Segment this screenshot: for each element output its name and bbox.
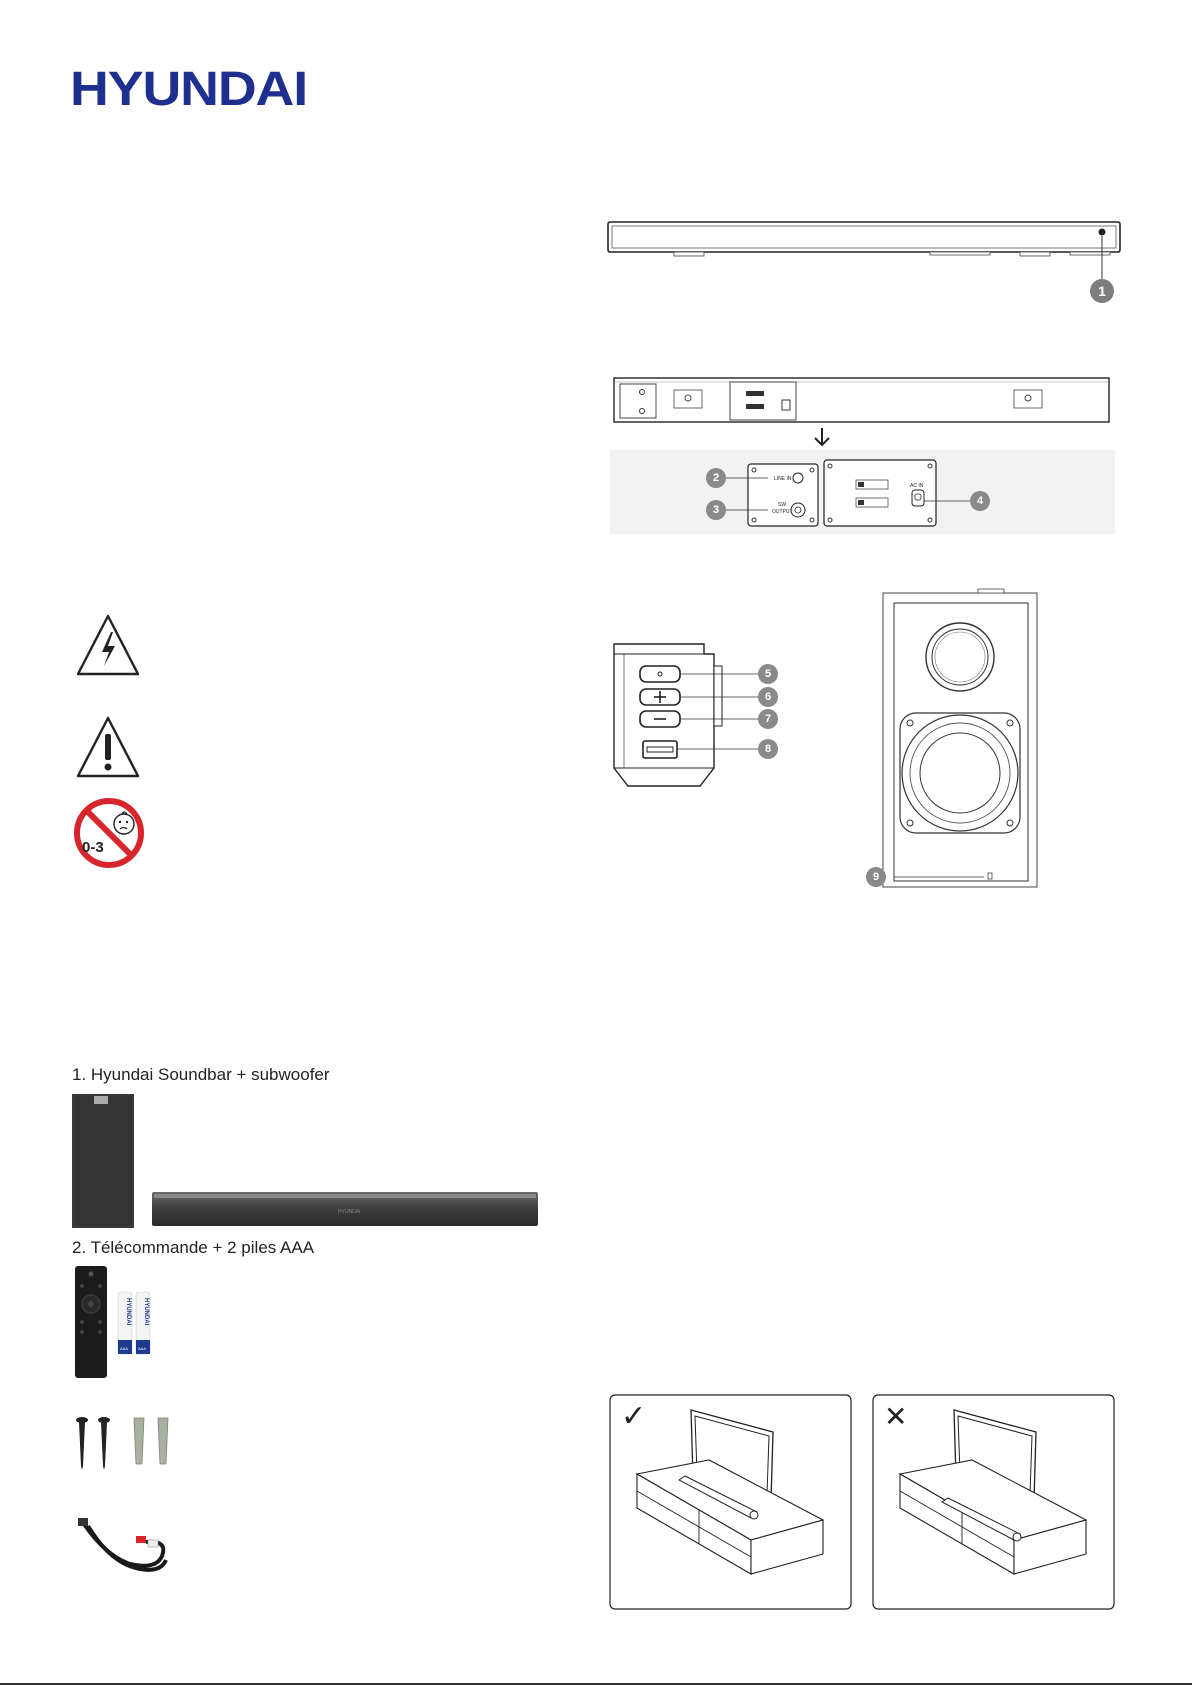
package-item-2-title: 2. Télécommande + 2 piles AAA [72, 1238, 315, 1257]
ac-in-label: AC IN [910, 483, 924, 489]
callout-8: 8 [758, 739, 778, 759]
wrong-mark: ✕ [884, 1400, 908, 1433]
electric-shock-warning-icon [74, 612, 142, 678]
soundbar-front-diagram [600, 215, 1140, 305]
rca-cable-photo [76, 1516, 176, 1580]
callout-5: 5 [758, 664, 778, 684]
output-label: OUTPUT [772, 509, 793, 515]
callout-6: 6 [758, 687, 778, 707]
callout-3: 3 [706, 500, 726, 520]
placement-wrong-diagram [872, 1394, 1116, 1610]
battery-2-size: AAA [138, 1346, 147, 1351]
side-controls-diagram [610, 640, 780, 790]
usb-port [643, 741, 677, 758]
package-item-1-title: 1. Hyundai Soundbar + subwoofer [72, 1065, 330, 1084]
soundbar-subwoofer-photo [70, 1092, 540, 1230]
battery-1-brand: HYUNDAI [125, 1298, 131, 1326]
battery-2-brand: HYUNDAI [143, 1298, 149, 1326]
ir-sensor-dot [1099, 229, 1106, 236]
sw-label: SW [778, 502, 787, 508]
screws-and-anchors-photo [72, 1414, 182, 1474]
soundbar-back-diagram [606, 376, 1116, 536]
not-for-children-icon [72, 796, 146, 870]
callout-7: 7 [758, 709, 778, 729]
caution-warning-icon [74, 714, 142, 780]
soundbar-brand-text: HYUNDAI [338, 1209, 361, 1215]
hyundai-logo: HYUNDAI [70, 63, 308, 116]
age-label: 0-3 [82, 839, 104, 856]
placement-correct-diagram [609, 1394, 853, 1610]
remote-and-batteries-photo [72, 1264, 162, 1380]
correct-mark: ✓ [621, 1399, 647, 1434]
callout-2: 2 [706, 468, 726, 488]
battery-1-size: AAA [120, 1346, 129, 1351]
callout-1: 1 [1090, 279, 1114, 303]
line-in-label: LINE IN [774, 476, 792, 482]
callout-9: 9 [866, 867, 886, 887]
power-button [640, 666, 680, 682]
callout-4: 4 [970, 491, 990, 511]
subwoofer-diagram [870, 585, 1070, 895]
